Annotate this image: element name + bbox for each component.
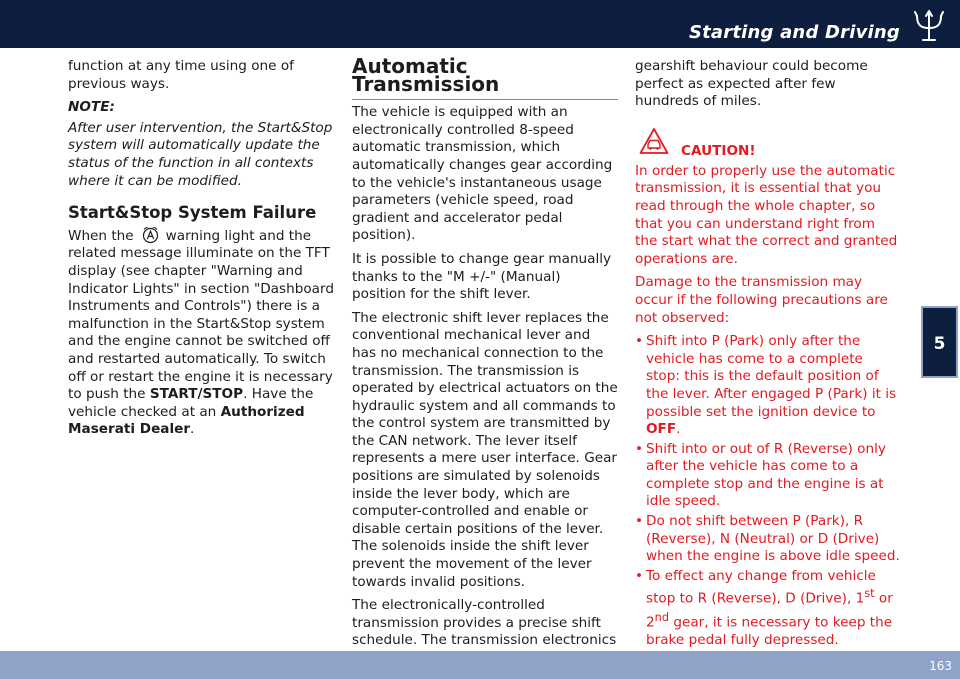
superscript: st xyxy=(864,586,875,601)
precautions-list xyxy=(635,333,901,649)
transmission-paragraph: The vehicle is equipped with an electronically controlled 8-speed automatic transmission, which automatically changes gear according to the vehicle's instantaneous usage parameters (vehicle speed, road gradient and accelerator pedal position). xyxy=(352,104,613,244)
transmission-paragraph: It is possible to change gear manually thanks to the "M +/-" (Manual) position for the shift lever. xyxy=(352,250,612,303)
automatic-transmission-heading: Automatic Transmission xyxy=(352,58,618,100)
list-item-text: or 2 xyxy=(646,590,893,631)
page-header xyxy=(0,0,960,48)
continuation-paragraph: gearshift behaviour could become perfect as expected after few hundreds of miles. xyxy=(635,58,868,110)
column-left xyxy=(68,58,336,445)
failure-text-main: warning light and the related message illuminate on the TFT display (see chapter "Warning and Indicator Lights" in section "Dashboard Instruments and Controls") there is a malfunction in the Start&Stop system and the engine cannot be switched off and restarted automatically. To switch off or restart the engine it is necessary to push the xyxy=(68,227,334,403)
superscript: nd xyxy=(654,609,670,624)
list-item: • Do not shift between P (Park), R (Reverse), N (Neutral) or D (Drive) when the engine is above idle speed. xyxy=(635,513,901,566)
caution-header xyxy=(635,127,901,163)
start-stop-failure-icon xyxy=(142,227,159,244)
column-middle xyxy=(352,54,618,674)
maserati-trident-icon xyxy=(912,8,946,44)
transmission-paragraph: The electronically-controlled transmission provides a precise shift schedule. The transmission electronics xyxy=(352,597,617,649)
dealer-name: Authorized Maserati Dealer xyxy=(68,403,305,438)
page-number: 163 xyxy=(929,659,952,673)
failure-paragraph xyxy=(68,227,336,439)
list-item xyxy=(635,568,901,649)
list-item-end: . xyxy=(676,421,681,438)
list-item-text: To effect any change from vehicle stop to R (Reverse), D (Drive), 1 xyxy=(646,567,876,607)
chapter-number: 5 xyxy=(933,334,946,354)
start-stop-failure-heading: Start&Stop System Failure xyxy=(68,203,317,223)
intro-paragraph: function at any time using one of previous ways. xyxy=(68,58,294,92)
list-item xyxy=(635,333,901,439)
chapter-tab xyxy=(921,306,958,378)
failure-text-mid: . Have the vehicle checked at an xyxy=(68,386,314,420)
section-title: Starting and Driving xyxy=(688,22,900,43)
failure-text-end: . xyxy=(190,421,195,438)
car-warning-triangle-icon xyxy=(639,127,669,155)
page-footer xyxy=(0,651,960,679)
off-keyword: OFF xyxy=(646,421,677,438)
transmission-paragraph: The electronic shift lever replaces the conventional mechanical lever and has no mechanical connection to the transmission. The transmission is operated by electrical actuators on the hydraulic system and all commands to the control system are transmitted by the CAN network. The lever itself represents a mere user interface. Gear positions are simulated by solenoids inside the lever body, which are computer-controlled and enable or disable certain positions of the lever. The solenoids inside the shift lever prevent the movement of the lever towards invalid positions. xyxy=(352,309,618,590)
caution-paragraph: Damage to the transmission may occur if the following precautions are not observed: xyxy=(635,274,888,326)
note-label: NOTE: xyxy=(68,99,115,116)
start-stop-button-name: START/STOP xyxy=(149,386,244,403)
note-text: After user intervention, the Start&Stop system will automatically update the status of the function in all contexts where it can be modified. xyxy=(68,119,333,189)
column-right xyxy=(635,58,901,651)
list-item-text: Shift into P (Park) only after the vehicle has come to a complete stop: this is the default position of the lever. After engaged P (Park) it is possible set the ignition device to xyxy=(646,333,897,420)
caution-label: CAUTION! xyxy=(681,142,756,159)
list-item-text: gear, it is necessary to keep the brake pedal fully depressed. xyxy=(646,614,893,648)
failure-text-start: When the xyxy=(68,227,134,244)
caution-paragraph: In order to properly use the automatic transmission, it is essential that you read through the whole chapter, so that you can understand right from the start what the correct and granted operations are. xyxy=(635,162,898,267)
list-item: • Shift into or out of R (Reverse) only after the vehicle has come to a complete stop and the engine is at idle speed. xyxy=(635,441,901,511)
